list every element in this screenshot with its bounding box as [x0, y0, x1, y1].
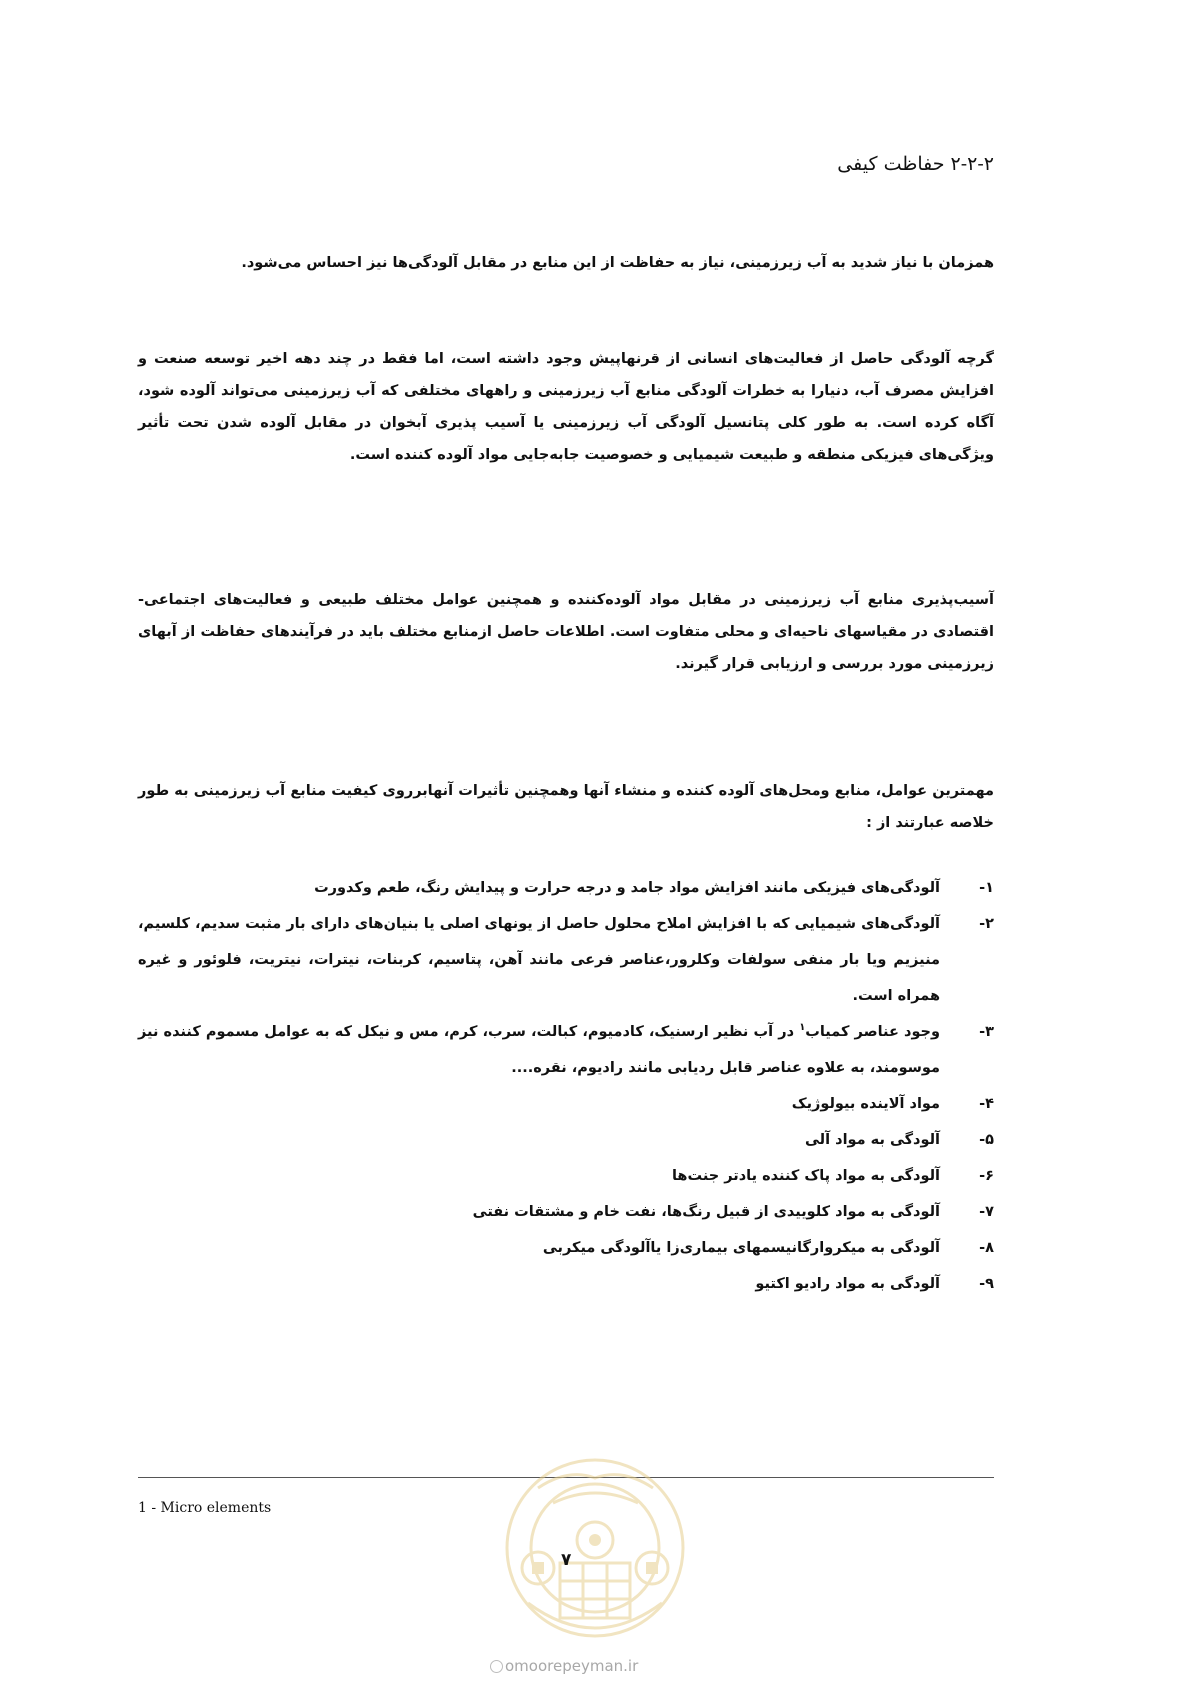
list-item: [138, 906, 994, 1014]
list-item-number: ۳-: [979, 1024, 994, 1040]
list-item-number: ۱-: [979, 880, 994, 896]
page-content: [138, 0, 994, 1684]
section-heading: ۲-۲-۲ حفاظت کیفی: [837, 153, 994, 175]
pollution-factor-list: [138, 870, 994, 1302]
list-item: [138, 1194, 994, 1230]
page-number: ۷: [561, 1550, 572, 1570]
paragraph-factors-intro: مهمترین عوامل، منابع ومحل‌های آلوده کننده و منشاء آنها وهمچنین تأثیرات آنهابرروی کیفیت منابع آب زیرزمینی به طور خلاصه عبارتند از :: [138, 783, 994, 831]
at-sign-icon: [490, 1660, 503, 1673]
list-item: [138, 1086, 994, 1122]
watermark-site-text: [490, 1657, 638, 1675]
list-item: [138, 1230, 994, 1266]
list-item: [138, 1158, 994, 1194]
list-item-text: آلودگی به مواد رادیو اکتیو: [755, 1276, 940, 1292]
paragraph-pollution-history: گرچه آلودگی حاصل از فعالیت‌های انسانی از قرنهاپیش وجود داشته است، اما فقط در چند دهه اخیر توسعه صنعت و افزایش مصرف آب، دنیارا به خطرات آلودگی منابع آب زیرزمینی و راههای مختلفی که آب زیرزمینی می‌تواند آلوده شود، آگاه کرده است. به طور کلی پتانسیل آلودگی آب زیرزمینی یا آسیب پذیری آبخوان در مقابل آلوده شدن تحت تأثیر ویژگی‌های فیزیکی منطقه و طبیعت شیمیایی و خصوصیت جابه‌جایی مواد آلوده کننده است.: [138, 351, 994, 463]
list-item-text: آلودگی‌های شیمیایی که با افزایش املاح محلول حاصل از یونهای اصلی یا بنیان‌های دارای بار مثبت سدیم، کلسیم، منیزیم ویا بار منفی سولفات وکلرور،عناصر فرعی مانند آهن، پتاسیم، کربنات، نیترات، نیتریت، فلوئور و غیره همراه است.: [138, 916, 940, 1004]
list-item: [138, 1014, 994, 1086]
list-item-number: ۲-: [979, 916, 994, 932]
list-item-text-after: در آب نظیر ارسنیک، کادمیوم، کبالت، سرب، کرم، مس و نیکل که به عوامل مسموم کننده نیز موسومند، به علاوه عناصر قابل ردیابی مانند رادیوم، نقره....: [138, 1024, 940, 1076]
list-item-text: آلودگی‌های فیزیکی مانند افزایش مواد جامد و درجه حرارت و پیدایش رنگ، طعم وکدورت: [314, 880, 940, 896]
list-item-number: ۷-: [979, 1204, 994, 1220]
list-item: [138, 870, 994, 906]
list-item-number: ۴-: [979, 1096, 994, 1112]
list-item: [138, 1122, 994, 1158]
list-item-number: ۹-: [979, 1276, 994, 1292]
list-item-text-before: وجود عناصر کمیاب: [805, 1024, 941, 1040]
watermark-seal-logo: [498, 1448, 693, 1663]
list-item-number: ۸-: [979, 1240, 994, 1256]
watermark-site: omoorepeyman.ir: [505, 1657, 639, 1675]
list-item-number: ۶-: [979, 1168, 994, 1184]
paragraph-vulnerability: آسیب‌پذیری منابع آب زیرزمینی در مقابل مواد آلوده‌کننده و همچنین عوامل مختلف طبیعی و فعالیت‌های اجتماعی- اقتصادی در مقیاسهای ناحیه‌ای و محلی متفاوت است. اطلاعات حاصل ازمنابع مختلف باید در فرآیندهای حفاظت از آبهای زیرزمینی مورد بررسی و ارزیابی قرار گیرند.: [138, 592, 994, 672]
list-item-text: آلودگی به مواد آلی: [805, 1132, 940, 1148]
list-item: [138, 1266, 994, 1302]
list-item-text: آلودگی به میکروارگانیسمهای بیماری‌زا یاآلودگی میکربی: [542, 1240, 940, 1256]
list-item-number: ۵-: [979, 1132, 994, 1148]
footnote-reference[interactable]: ۱: [799, 1022, 806, 1034]
list-item-text: آلودگی به مواد پاک کننده یادتر جنت‌ها: [671, 1168, 940, 1184]
list-item-text: [138, 1014, 940, 1086]
paragraph-intro: همزمان با نیاز شدید به آب زیرزمینی، نیاز به حفاظت از این منابع در مقابل آلودگی‌ها نیز احساس می‌شود.: [241, 255, 994, 271]
list-item-text: آلودگی به مواد کلوییدی از قبیل رنگ‌ها، نفت خام و مشتقات نفتی: [472, 1204, 940, 1220]
list-item-text: مواد آلاینده بیولوژیک: [791, 1096, 940, 1112]
footnote: 1 - Micro elements: [138, 1500, 272, 1516]
